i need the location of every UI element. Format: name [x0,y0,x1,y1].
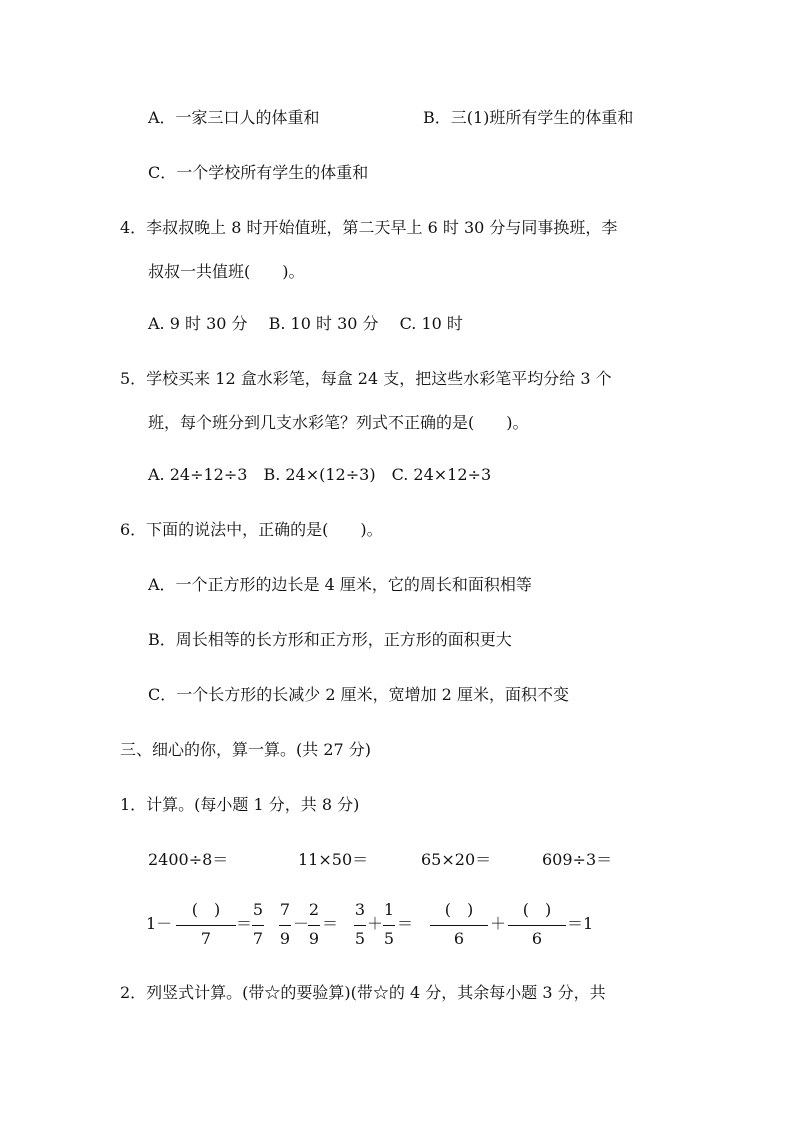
fraction-numerator: 1 [383,900,395,919]
fraction-expr1-unknown [176,900,236,956]
q4-stem-line1: 4．李叔叔晚上 8 时开始值班，第二天早上 6 时 30 分与同事换班，李 [120,218,618,237]
q4-stem-line2: 叔叔一共值班( )。 [148,262,305,281]
fraction-denominator: 6 [531,929,543,948]
section3-q2-title: 2．列竖式计算。(带☆的要验算)(带☆的 4 分，其余每小题 3 分，共 [120,983,606,1002]
fraction-numerator-blank: ( ) [191,900,221,919]
fraction-numerator: 3 [354,900,366,919]
fraction-expr3-b [382,900,396,956]
q6-option-c: C．一个长方形的长减少 2 厘米，宽增加 2 厘米，面积不变 [148,685,569,704]
fraction-bar [176,925,236,926]
fraction-expr3-equals: ＝ [397,914,414,933]
q3-option-b: B．三(1)班所有学生的体重和 [423,108,634,127]
fraction-bar [308,925,320,926]
fraction-numerator: 7 [279,900,291,919]
q6-stem: 6．下面的说法中，正确的是( )。 [120,520,383,539]
calc-item-3: 65×20＝ [421,850,492,869]
fraction-bar [354,925,366,926]
fraction-bar [430,925,488,926]
fraction-expr1-lead: 1－ [146,914,173,933]
fraction-expr4-equals: ＝1 [567,914,594,933]
calc-item-2: 11×50＝ [298,850,369,869]
fraction-numerator-blank: ( ) [444,900,474,919]
fraction-expr2-b [307,900,321,956]
fraction-numerator: 2 [308,900,320,919]
fraction-denominator: 6 [453,929,465,948]
q5-options: A. 24÷12÷3 B. 24×(12÷3) C. 24×12÷3 [148,465,492,484]
fraction-expr4-operator: ＋ [490,914,507,933]
fraction-bar [383,925,395,926]
section3-title: 三、细心的你，算一算。(共 27 分) [120,740,372,759]
fraction-bar [279,925,291,926]
fraction-denominator: 5 [383,929,395,948]
fraction-numerator-blank: ( ) [522,900,552,919]
fraction-expr2-a [278,900,292,956]
fraction-numerator: 5 [252,900,264,919]
fraction-expr1-result [251,900,265,956]
fraction-denominator: 9 [279,929,291,948]
calc-item-1: 2400÷8＝ [148,850,229,869]
q6-option-b: B．周长相等的长方形和正方形，正方形的面积更大 [148,630,512,649]
fraction-expr4-b [508,900,566,956]
fraction-denominator: 5 [354,929,366,948]
fraction-expr3-operator: ＋ [367,914,384,933]
q6-option-a: A．一个正方形的边长是 4 厘米，它的周长和面积相等 [148,575,532,594]
q3-option-a: A．一家三口人的体重和 [148,108,320,127]
q5-stem-line1: 5．学校买来 12 盒水彩笔，每盒 24 支，把这些水彩笔平均分给 3 个 [120,369,612,388]
q3-option-c: C．一个学校所有学生的体重和 [148,163,369,182]
fraction-bar [508,925,566,926]
fraction-denominator: 7 [252,929,264,948]
fraction-denominator: 9 [308,929,320,948]
fraction-expr4-a [430,900,488,956]
fraction-denominator: 7 [200,929,212,948]
fraction-bar [252,925,264,926]
section3-q1-title: 1．计算。(每小题 1 分，共 8 分) [120,795,360,814]
fraction-expr2-operator: － [293,914,310,933]
q5-stem-line2: 班，每个班分到几支水彩笔？列式不正确的是( )。 [148,413,529,432]
fraction-expr2-equals: ＝ [322,914,339,933]
q4-options: A. 9 时 30 分 B. 10 时 30 分 C. 10 时 [148,314,463,333]
fraction-expr1-equals: ＝ [236,914,253,933]
calc-item-4: 609÷3＝ [542,850,613,869]
fraction-expr3-a [353,900,367,956]
